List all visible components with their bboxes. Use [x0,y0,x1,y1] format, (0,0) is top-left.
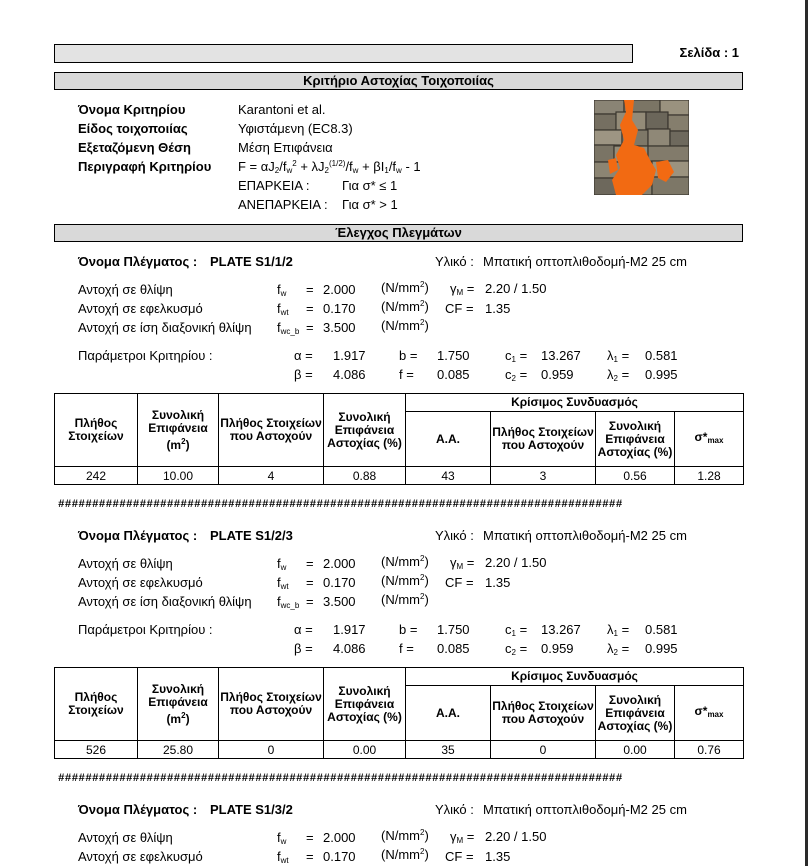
l1-label: $\lambda_1$ = [607,348,630,364]
results-table [54,393,744,485]
tension-label: Αντοχή σε εφελκυσμό [78,849,203,864]
b-value: 1.750 [437,622,470,637]
th-aa: Α.Α. [406,412,491,467]
fwt-value: 0.170 [323,575,356,590]
eq-sign: = [306,320,314,335]
inadequacy-label: ΑΝΕΠΑΡΚΕΙΑ : [238,197,328,212]
fw-symbol: $f_w$ [277,556,287,572]
tension-label: Αντοχή σε εφελκυσμό [78,301,203,316]
alpha-value: 1.917 [333,348,366,363]
c2-label: $c_2$ = [505,367,528,383]
c1-value: 13.267 [541,622,581,637]
th-critical: Κρίσιμος Συνδυασμός [406,394,744,412]
cell: 10.00 [138,467,219,485]
fw-value: 2.000 [323,282,356,297]
fwt-symbol: $f_{wt}$ [277,575,289,591]
compression-label: Αντοχή σε θλίψη [78,556,173,571]
results-table [54,667,744,759]
mesh-name: PLATE S1/2/3 [210,528,293,543]
report-title: Κριτήριο Αστοχίας Τοιχοποιίας [54,72,743,90]
mesh-name: PLATE S1/1/2 [210,254,293,269]
unit: $(N/mm^2)$ [381,828,429,843]
criterion-value-type: Υφιστάμενη (EC8.3) [238,121,353,136]
cell: 25.80 [138,741,219,759]
c1-label: $c_1$ = [505,622,528,638]
alpha-value: 1.917 [333,622,366,637]
fwt-value: 0.170 [323,301,356,316]
eq-sign: = [306,575,314,590]
criterion-label-type: Είδος τοιχοποιίας [78,121,188,136]
fwt-symbol: $f_{wt}$ [277,849,289,865]
gamma-symbol: $\gamma_M$ = [450,555,475,571]
th-crit-area: Συνολική Επιφάνεια Αστοχίας (%) [596,412,675,467]
fw-value: 2.000 [323,830,356,845]
eq-sign: = [306,849,314,864]
cf-label: CF = [445,301,474,316]
unit: $(N/mm^2)$ [381,847,429,862]
eq-sign: = [306,556,314,571]
beta-value: 4.086 [333,641,366,656]
th-failed-area: Συνολική Επιφάνεια Αστοχίας (%) [324,668,406,741]
cf-value: 1.35 [485,849,511,864]
l2-value: 0.995 [645,641,678,656]
cell: 0.00 [324,741,406,759]
fwt-value: 0.170 [323,849,356,864]
fwcb-symbol: $f_{wc\_b}$ [277,594,300,610]
l1-value: 0.581 [645,348,678,363]
cell: 0.56 [596,467,675,485]
c2-value: 0.959 [541,367,574,382]
compression-label: Αντοχή σε θλίψη [78,830,173,845]
gamma-value: 2.20 / 1.50 [485,281,547,296]
mesh-name: PLATE S1/3/2 [210,802,293,817]
th-elements: Πλήθος Στοιχείων [55,394,138,467]
shear-label: Αντοχή σε ίση διαξονική θλίψη [78,594,252,609]
section-title: Έλεγχος Πλεγμάτων [54,224,743,242]
fwcb-value: 3.500 [323,320,356,335]
th-critical: Κρίσιμος Συνδυασμός [406,668,744,686]
mesh-name-label: Όνομα Πλέγματος : [78,802,198,817]
criterion-label-position: Εξεταζόμενη Θέση [78,140,191,155]
alpha-label: α = [294,348,313,363]
shear-label: Αντοχή σε ίση διαξονική θλίψη [78,320,252,335]
beta-value: 4.086 [333,367,366,382]
unit: $(N/mm^2)$ [381,318,429,333]
l1-label: $\lambda_1$ = [607,622,630,638]
f-label: f = [399,641,414,656]
params-label: Παράμετροι Κριτηρίου : [78,348,213,363]
cell: 0.76 [675,741,744,759]
l2-label: $\lambda_2$ = [607,641,630,657]
material-value: Μπατική οπτοπλιθοδομή-M2 25 cm [483,254,687,269]
th-crit-failed: Πλήθος Στοιχείων που Αστοχούν [491,412,596,467]
th-elements: Πλήθος Στοιχείων [55,668,138,741]
alpha-label: α = [294,622,313,637]
cf-value: 1.35 [485,301,511,316]
cf-label: CF = [445,575,474,590]
th-failed: Πλήθος Στοιχείων που Αστοχούν [219,394,324,467]
cell: 0.88 [324,467,406,485]
params-label: Παράμετροι Κριτηρίου : [78,622,213,637]
cell: 526 [55,741,138,759]
page-number: Σελίδα : 1 [632,44,743,63]
l2-value: 0.995 [645,367,678,382]
c1-value: 13.267 [541,348,581,363]
gamma-value: 2.20 / 1.50 [485,555,547,570]
cell: 43 [406,467,491,485]
th-sigma: $\sigma*_{max}$ [675,686,744,741]
cell: 0 [491,741,596,759]
material-label: Υλικό : [435,528,474,543]
tension-label: Αντοχή σε εφελκυσμό [78,575,203,590]
f-label: f = [399,367,414,382]
criterion-formula: $F = \alpha J_2/f_w^2 + \lambda J_2^{(1/2)}/f_w + \beta I_1/f_w - 1$ [238,159,421,175]
eq-sign: = [306,301,314,316]
material-label: Υλικό : [435,254,474,269]
cf-value: 1.35 [485,575,511,590]
b-label: b = [399,348,418,363]
f-value: 0.085 [437,641,470,656]
unit: $(N/mm^2)$ [381,299,429,314]
eq-sign: = [306,282,314,297]
criterion-label-description: Περιγραφή Κριτηρίου [78,159,212,174]
fw-symbol: $f_w$ [277,282,287,298]
material-label: Υλικό : [435,802,474,817]
cell: 35 [406,741,491,759]
unit: $(N/mm^2)$ [381,554,429,569]
th-sigma: $\sigma*_{max}$ [675,412,744,467]
separator-hash: ################################################################################### [58,499,623,511]
adequacy-condition: Για σ* ≤ 1 [342,178,398,193]
criterion-value-name: Karantoni et al. [238,102,326,117]
gamma-symbol: $\gamma_M$ = [450,829,475,845]
th-failed-area: Συνολική Επιφάνεια Αστοχίας (%) [324,394,406,467]
beta-label: β = [294,367,313,382]
masonry-wall-image [594,100,689,195]
separator-hash: ################################################################################### [58,773,623,785]
c2-label: $c_2$ = [505,641,528,657]
c2-value: 0.959 [541,641,574,656]
beta-label: β = [294,641,313,656]
mesh-name-label: Όνομα Πλέγματος : [78,528,198,543]
th-area: Συνολική Επιφάνεια $(m^2)$ [138,668,219,741]
b-label: b = [399,622,418,637]
gamma-symbol: $\gamma_M$ = [450,281,475,297]
b-value: 1.750 [437,348,470,363]
th-area: Συνολική Επιφάνεια $(m^2)$ [138,394,219,467]
th-aa: Α.Α. [406,686,491,741]
unit: $(N/mm^2)$ [381,573,429,588]
l2-label: $\lambda_2$ = [607,367,630,383]
material-value: Μπατική οπτοπλιθοδομή-M2 25 cm [483,802,687,817]
criterion-label-name: Όνομα Κριτηρίου [78,102,186,117]
cell: 3 [491,467,596,485]
cell: 1.28 [675,467,744,485]
inadequacy-condition: Για σ* > 1 [342,197,398,212]
f-value: 0.085 [437,367,470,382]
fw-value: 2.000 [323,556,356,571]
eq-sign: = [306,594,314,609]
mesh-name-label: Όνομα Πλέγματος : [78,254,198,269]
cf-label: CF = [445,849,474,864]
l1-value: 0.581 [645,622,678,637]
gamma-value: 2.20 / 1.50 [485,829,547,844]
unit: $(N/mm^2)$ [381,592,429,607]
th-failed: Πλήθος Στοιχείων που Αστοχούν [219,668,324,741]
unit: $(N/mm^2)$ [381,280,429,295]
fw-symbol: $f_w$ [277,830,287,846]
th-crit-failed: Πλήθος Στοιχείων που Αστοχούν [491,686,596,741]
cell: 0.00 [596,741,675,759]
fwcb-symbol: $f_{wc\_b}$ [277,320,300,336]
adequacy-label: ΕΠΑΡΚΕΙΑ : [238,178,310,193]
cell: 0 [219,741,324,759]
compression-label: Αντοχή σε θλίψη [78,282,173,297]
material-value: Μπατική οπτοπλιθοδομή-M2 25 cm [483,528,687,543]
fwcb-value: 3.500 [323,594,356,609]
th-crit-area: Συνολική Επιφάνεια Αστοχίας (%) [596,686,675,741]
fwt-symbol: $f_{wt}$ [277,301,289,317]
criterion-value-position: Μέση Επιφάνεια [238,140,333,155]
eq-sign: = [306,830,314,845]
c1-label: $c_1$ = [505,348,528,364]
cell: 242 [55,467,138,485]
cell: 4 [219,467,324,485]
